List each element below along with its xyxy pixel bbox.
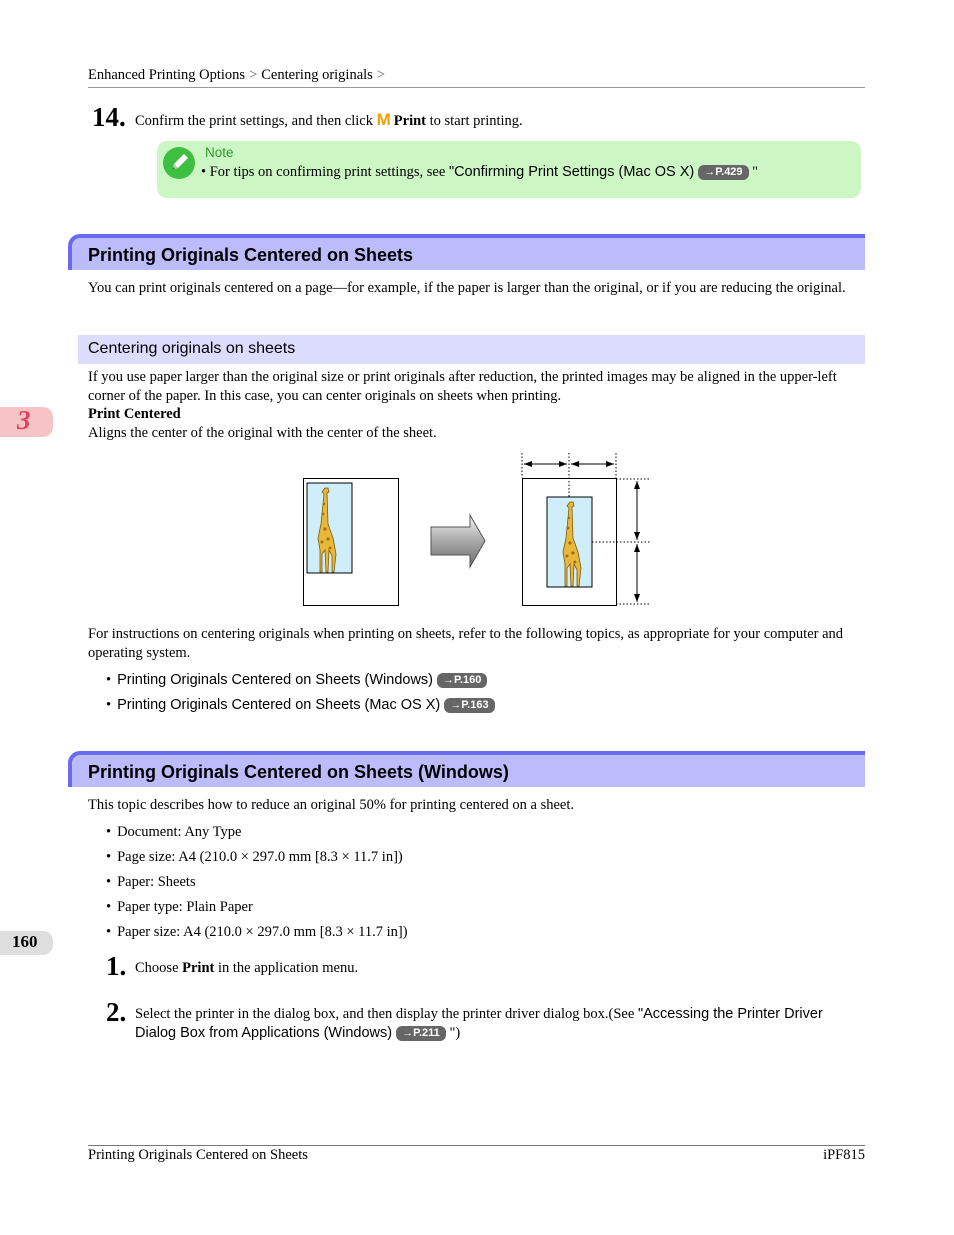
section-title-windows: Printing Originals Centered on Sheets (Windows) (88, 762, 509, 782)
term-description: Aligns the center of the original with the center of the sheet. (88, 425, 437, 441)
step-1-number: 1. (106, 951, 127, 981)
spec-paper-type: Paper type: Plain Paper (117, 899, 253, 915)
breadcrumb-separator: > (376, 67, 385, 83)
footer (88, 1145, 865, 1170)
breadcrumb-separator: > (249, 67, 258, 83)
step-14-text (135, 110, 523, 131)
step-14-pre: Confirm the print settings, and then click (135, 113, 373, 129)
right-arrow-icon (431, 515, 485, 567)
section-1-intro: You can print originals centered on a page—for example, if the paper is larger than the original, or if you are reducing the original. (88, 280, 846, 296)
note-text-pre: For tips on confirming print settings, see (209, 164, 446, 180)
note-link-confirming-print-settings[interactable]: "Confirming Print Settings (Mac OS X) (448, 164, 695, 180)
step-2-pre: Select the printer in the dialog box, and then display the printer driver dialog box.(See (135, 1006, 635, 1022)
subsection-para: If you use paper larger than the original size or print originals after reduction, the printed images may be aligned in the upper-left corner of the paper. In this case, you can center originals on sheets when printing. (88, 369, 837, 404)
spec-page-size: Page size: A4 (210.0 × 297.0 mm [8.3 × 11.7 in]) (117, 849, 403, 865)
breadcrumb-part-enhanced-printing[interactable]: Enhanced Printing Options (88, 67, 246, 83)
topic-link-mac[interactable]: Printing Originals Centered on Sheets (Mac OS X) (117, 697, 441, 713)
breadcrumb-part-centering[interactable]: Centering originals (261, 67, 373, 83)
breadcrumb (88, 67, 865, 88)
chapter-number: 3 (17, 405, 31, 435)
spec-item: • Paper type: Plain Paper (106, 899, 253, 915)
note-pencil-icon (163, 147, 195, 179)
note-close-quote: " (752, 164, 759, 180)
step-2-link-accessing-driver[interactable]: "Accessing the Printer Driver Dialog Box from Applications (Windows) (135, 1006, 823, 1041)
note-box (157, 141, 861, 198)
spec-item: • Paper size: A4 (210.0 × 297.0 mm [8.3 × 11.7 in]) (106, 924, 408, 940)
note-bullet: • (201, 164, 207, 180)
step-2-close: ") (449, 1025, 461, 1041)
page-ref-p163[interactable]: →P.163 (444, 698, 494, 713)
step-1-post: in the application menu. (217, 960, 359, 976)
topic-link-windows[interactable]: Printing Originals Centered on Sheets (Windows) (117, 672, 433, 688)
section-header-windows (68, 751, 865, 787)
spec-item: • Document: Any Type (106, 824, 242, 840)
step-1-text (135, 959, 358, 978)
note-label: Note (205, 145, 234, 160)
step-2-text (135, 1005, 867, 1043)
page-number-tab (0, 931, 53, 955)
subsection-header-centering (78, 335, 865, 364)
subsection-title: Centering originals on sheets (88, 340, 296, 357)
section-header-centered (68, 234, 865, 270)
section-2-intro: This topic describes how to reduce an original 50% for printing centered on a sheet. (88, 797, 574, 813)
topic-link-item: • Printing Originals Centered on Sheets (Mac OS X) →P.163 (106, 696, 495, 715)
note-text (201, 164, 758, 181)
page-ref-p211[interactable]: →P.211 (396, 1026, 446, 1041)
spec-paper: Paper: Sheets (117, 874, 196, 890)
page-ref-p160[interactable]: →P.160 (437, 673, 487, 688)
page-number: 160 (12, 932, 38, 951)
instructions-para: For instructions on centering originals when printing on sheets, refer to the following topics, as appropriate for your computer and operating system. (88, 626, 844, 661)
step-14-post: to start printing. (429, 113, 523, 129)
centering-illustration (295, 448, 660, 610)
spec-paper-size: Paper size: A4 (210.0 × 297.0 mm [8.3 × 11.7 in]) (117, 924, 408, 940)
footer-model: iPF815 (823, 1147, 865, 1163)
step-14-number: 14. (92, 102, 126, 132)
section-title-centered: Printing Originals Centered on Sheets (88, 245, 414, 265)
step-1-print-label: Print (182, 960, 215, 976)
spec-item: • Paper: Sheets (106, 874, 196, 890)
step-1-pre: Choose (135, 960, 179, 976)
step-14-print-label: Print (393, 113, 427, 129)
term-print-centered: Print Centered (88, 406, 181, 422)
page-ref-p429[interactable]: →P.429 (698, 165, 748, 180)
m-menu-icon: M (376, 110, 391, 129)
topic-link-item: • Printing Originals Centered on Sheets (Windows) →P.160 (106, 671, 487, 690)
chapter-tab[interactable] (0, 407, 53, 437)
step-2-number: 2. (106, 997, 127, 1027)
spec-document: Document: Any Type (117, 824, 242, 840)
spec-item: • Page size: A4 (210.0 × 297.0 mm [8.3 × 11.7 in]) (106, 849, 403, 865)
footer-section-title: Printing Originals Centered on Sheets (88, 1147, 308, 1163)
